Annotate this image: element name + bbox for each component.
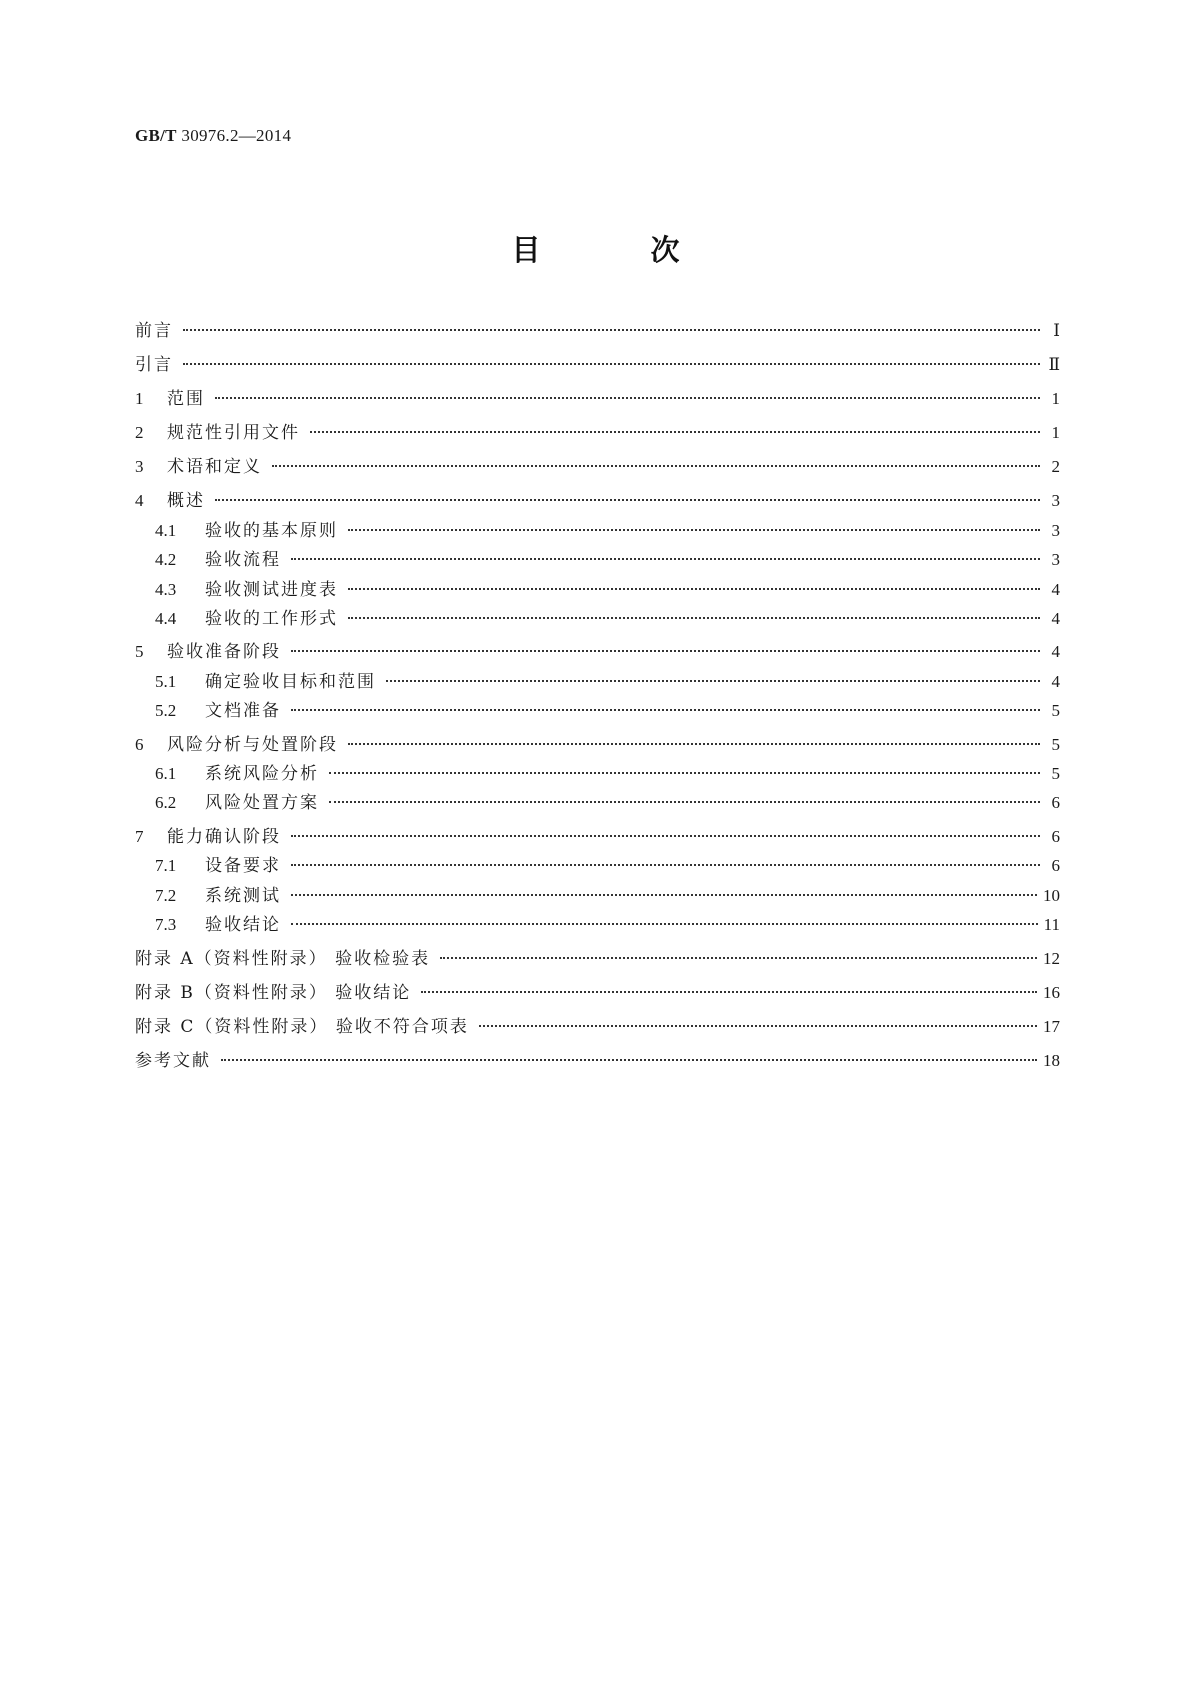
toc-entry-5-2[interactable]	[155, 698, 1060, 724]
toc-entry-label: 规范性引用文件	[167, 423, 300, 443]
toc-entry-label: 能力确认阶段	[167, 827, 281, 847]
toc-entry-page: 1	[1051, 423, 1060, 442]
toc-entry-3[interactable]	[135, 454, 1060, 480]
toc-entry-label: 验收的工作形式	[205, 609, 338, 629]
toc-entry-label: 概述	[167, 491, 205, 511]
toc-entry-label: 验收的基本原则	[205, 521, 338, 541]
toc-entry-label: 确定验收目标和范围	[205, 672, 376, 692]
toc-entry-page: 4	[1051, 609, 1060, 628]
toc-entry-number: 7.2	[155, 886, 177, 905]
toc-entry-6[interactable]	[135, 732, 1060, 758]
toc-entry-page: Ⅱ	[1048, 355, 1060, 374]
toc-dot-leader	[479, 1025, 1037, 1027]
toc-entry-label: 验收结论	[205, 915, 281, 935]
toc-entry-label: 术语和定义	[167, 457, 262, 477]
standard-code-number: 30976.2—2014	[181, 126, 292, 145]
toc-entry-label: 验收流程	[205, 550, 281, 570]
toc-dot-leader	[272, 465, 1040, 467]
standard-code	[135, 126, 291, 146]
toc-entry-number: 6	[135, 735, 144, 754]
toc-entry-1[interactable]	[135, 386, 1060, 412]
toc-dot-leader	[291, 894, 1037, 896]
toc-dot-leader	[291, 864, 1040, 866]
toc-title: 目 次	[511, 233, 730, 267]
toc-dot-leader	[348, 529, 1040, 531]
toc-entry-5[interactable]	[135, 639, 1060, 665]
toc-entry-label: 验收测试进度表	[205, 580, 338, 600]
toc-entry-page: 3	[1051, 521, 1060, 540]
toc-entry-4-3[interactable]	[155, 577, 1060, 603]
toc-dot-leader	[291, 835, 1040, 837]
toc-entry-label: 系统风险分析	[205, 764, 319, 784]
toc-entry-annex-b[interactable]	[135, 980, 1060, 1006]
standard-code-prefix: GB/T	[135, 126, 177, 145]
toc-entry-number: 4.3	[155, 580, 177, 599]
toc-entry-label: 设备要求	[205, 856, 281, 876]
toc-entry-page: 5	[1051, 764, 1060, 783]
toc-entry-page: 5	[1051, 701, 1060, 720]
toc-dot-leader	[329, 772, 1040, 774]
toc-entry-label: 文档准备	[205, 701, 281, 721]
toc-dot-leader	[310, 431, 1040, 433]
toc-dot-leader	[348, 588, 1040, 590]
toc-entry-4-4[interactable]	[155, 606, 1060, 632]
toc-entry-label: 系统测试	[205, 886, 281, 906]
toc-entry-page: 4	[1051, 580, 1060, 599]
toc-entry-bibliography[interactable]	[135, 1048, 1060, 1074]
toc-entry-label: 附录 A（资料性附录） 验收检验表	[135, 949, 431, 969]
toc-entry-page: 6	[1051, 793, 1060, 812]
toc-dot-leader	[183, 363, 1040, 365]
toc-entry-6-1[interactable]	[155, 761, 1060, 787]
toc-dot-leader	[386, 680, 1040, 682]
toc-entry-label: 附录 B（资料性附录） 验收结论	[135, 983, 412, 1003]
toc-entry-5-1[interactable]	[155, 669, 1060, 695]
toc-entry-number: 2	[135, 423, 144, 442]
toc-entry-page: 17	[1043, 1017, 1060, 1036]
toc-entry-number: 4.4	[155, 609, 177, 628]
toc-entry-number: 1	[135, 389, 144, 408]
toc-entry-label: 参考文献	[135, 1051, 211, 1071]
toc-dot-leader	[329, 801, 1040, 803]
toc-entry-annex-a[interactable]	[135, 946, 1060, 972]
toc-entry-page: 6	[1051, 856, 1060, 875]
toc-entry-page: Ⅰ	[1053, 321, 1060, 340]
toc-entry-page: 11	[1043, 915, 1060, 934]
toc-dot-leader	[348, 743, 1040, 745]
toc-dot-leader	[348, 617, 1040, 619]
toc-entry-page: 12	[1043, 949, 1060, 968]
toc-entry-page: 4	[1051, 672, 1060, 691]
toc-entry-number: 5.2	[155, 701, 177, 720]
toc-entry-page: 18	[1043, 1051, 1060, 1070]
toc-entry-page: 4	[1051, 642, 1060, 661]
toc-dot-leader	[421, 991, 1037, 993]
toc-entry-number: 6.1	[155, 764, 177, 783]
toc-entry-number: 4.2	[155, 550, 177, 569]
toc-dot-leader	[215, 397, 1040, 399]
toc-dot-leader	[215, 499, 1040, 501]
toc-entry-label: 风险处置方案	[205, 793, 319, 813]
toc-dot-leader	[291, 709, 1040, 711]
toc-entry-label: 附录 C（资料性附录） 验收不符合项表	[135, 1017, 469, 1037]
toc-entry-label: 前言	[135, 321, 173, 341]
toc-entry-4-1[interactable]	[155, 518, 1060, 544]
toc-entry-annex-c[interactable]	[135, 1014, 1060, 1040]
toc-entry-page: 10	[1043, 886, 1060, 905]
toc-entry-page: 3	[1051, 491, 1060, 510]
toc-dot-leader	[183, 329, 1040, 331]
toc-entry-number: 4.1	[155, 521, 177, 540]
toc-entry-page: 1	[1051, 389, 1060, 408]
toc-entry-4-2[interactable]	[155, 547, 1060, 573]
toc-entry-page: 2	[1051, 457, 1060, 476]
toc-entry-number: 7.3	[155, 915, 177, 934]
toc-entry-label: 范围	[167, 389, 205, 409]
toc-entry-7-3[interactable]	[155, 912, 1060, 938]
toc-entry-introduction[interactable]	[135, 352, 1060, 378]
toc-entry-page: 5	[1051, 735, 1060, 754]
toc-entry-page: 16	[1043, 983, 1060, 1002]
toc-entry-4[interactable]	[135, 488, 1060, 514]
toc-dot-leader	[291, 923, 1038, 925]
toc-entry-page: 3	[1051, 550, 1060, 569]
toc-entry-label: 引言	[135, 355, 173, 375]
toc-entry-6-2[interactable]	[155, 790, 1060, 816]
toc-entry-7-1[interactable]	[155, 853, 1060, 879]
toc-entry-number: 6.2	[155, 793, 177, 812]
toc-dot-leader	[221, 1059, 1037, 1061]
toc-entry-number: 5	[135, 642, 144, 661]
toc-entry-7-2[interactable]	[155, 883, 1060, 909]
toc-entry-number: 3	[135, 457, 144, 476]
toc-dot-leader	[291, 650, 1040, 652]
toc-entry-number: 7.1	[155, 856, 177, 875]
toc-entry-page: 6	[1051, 827, 1060, 846]
toc-dot-leader	[440, 957, 1037, 959]
toc-dot-leader	[291, 558, 1040, 560]
toc-entry-foreword[interactable]	[135, 318, 1060, 344]
toc-entry-number: 7	[135, 827, 144, 846]
toc-entry-label: 验收准备阶段	[167, 642, 281, 662]
toc-entry-number: 5.1	[155, 672, 177, 691]
toc-entry-2[interactable]	[135, 420, 1060, 446]
toc-entry-7[interactable]	[135, 824, 1060, 850]
toc-entry-label: 风险分析与处置阶段	[167, 735, 338, 755]
toc-entry-number: 4	[135, 491, 144, 510]
